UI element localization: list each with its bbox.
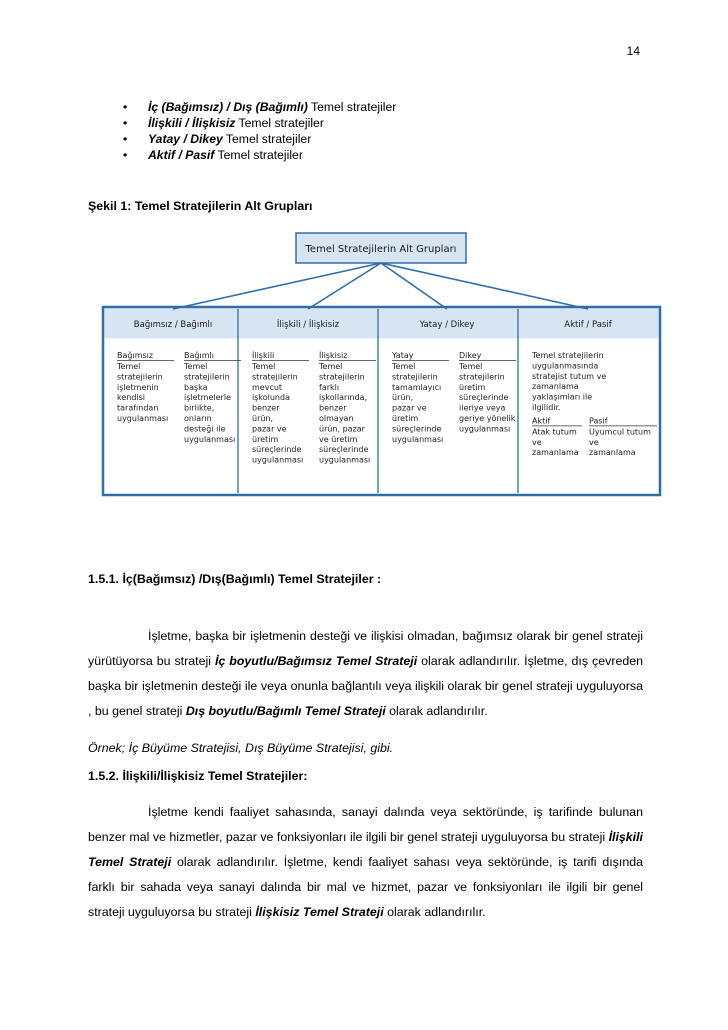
- column-text: stratejilerin: [252, 372, 298, 382]
- column-text: ve: [532, 437, 542, 447]
- column-text: Temel: [184, 362, 208, 371]
- connector-line: [173, 263, 381, 309]
- group-header: Aktif / Pasif: [564, 320, 612, 330]
- column-text: işletmenin: [117, 382, 159, 392]
- column-text: işkolunda: [252, 393, 290, 403]
- column-text: üretim: [252, 434, 279, 444]
- section-2-paragraph: [88, 800, 643, 925]
- bullet-emphasis: İç (Bağımsız) / Dış (Bağımlı): [148, 100, 308, 114]
- list-item: [123, 147, 396, 163]
- column-title: İlişkisiz: [319, 351, 348, 360]
- diagram-canvas: [100, 230, 663, 498]
- column-text: geriye yönelik: [459, 414, 516, 423]
- column-text: uygulanması: [252, 455, 304, 465]
- column-text: Uyumcul tutum: [589, 427, 651, 437]
- column-title: Dikey: [459, 351, 482, 360]
- column-text: uygulanması: [392, 434, 444, 444]
- column-text: zamanlama: [589, 448, 636, 458]
- strategy-bullet-list: [123, 99, 396, 163]
- column-text: üretim: [392, 414, 419, 423]
- column-text: ve: [589, 437, 599, 447]
- column-text: uygulanması: [459, 424, 511, 434]
- column-title: İlişkili: [252, 351, 275, 360]
- paragraph-text: olarak adlandırılır. İşletme, kendi faaliyet sahası veya sektöründe, iş tarifi dışında farklı bir sahada veya sanayi dalında bir mal ve hizmet, pazar ve fonksiyonları ile ilgili bir genel strateji uyguluyorsa bu strateji: [88, 855, 643, 919]
- column-text: birlikte,: [184, 403, 215, 413]
- term-emphasis: İç boyutlu/Bağımsız Temel Strateji: [214, 654, 418, 668]
- term-emphasis: Dış boyutlu/Bağımlı Temel Strateji: [185, 704, 386, 718]
- column-text: uygulanması: [319, 455, 371, 465]
- column-text: Temel: [252, 362, 276, 371]
- column-text: mevcut: [252, 382, 283, 392]
- column-text: Temel: [392, 362, 416, 371]
- group-intro-text: Temel stratejilerin: [532, 351, 604, 360]
- bullet-icon: •: [123, 100, 128, 114]
- column-text: Temel: [459, 362, 483, 371]
- section-heading-1-5-2: 1.5.2. İlişkili/İlişkisiz Temel Stratejiler:: [88, 769, 308, 783]
- column-text: stratejilerin: [392, 372, 438, 382]
- column-text: stratejilerin: [117, 372, 163, 382]
- column-title: Bağımlı: [184, 351, 214, 360]
- column-text: Temel: [319, 362, 343, 371]
- column-text: süreçlerinde: [392, 424, 442, 434]
- column-text: Atak tutum: [532, 427, 577, 437]
- bullet-icon: •: [123, 148, 128, 162]
- column-text: ve üretim: [319, 434, 358, 444]
- column-text: pazar ve: [392, 403, 427, 413]
- group-intro-text: zamanlama: [532, 382, 579, 392]
- paragraph-text: olarak adlandırılır. İşletme, dış çevreden başka bir işletmenin desteği ile veya onunla bağlantılı veya ilişkili olarak bir genel strateji uyguluyorsa , bu genel strateji: [88, 654, 644, 718]
- paragraph-text: olarak adlandırılır.: [383, 905, 486, 919]
- group-header: Yatay / Dikey: [419, 320, 475, 330]
- bullet-text: Temel stratejiler: [214, 148, 303, 162]
- column-text: kendisi: [117, 393, 146, 403]
- list-item: [123, 99, 396, 115]
- group-intro-text: ilgilidir.: [532, 403, 561, 412]
- column-text: işkollarında,: [319, 393, 368, 403]
- strategy-subgroups-diagram: [100, 230, 663, 498]
- column-text: başka: [184, 382, 208, 392]
- bullet-emphasis: İlişkili / İlişkisiz: [148, 116, 236, 130]
- column-text: süreçlerinde: [459, 393, 509, 403]
- group-intro-text: uygulanmasında: [532, 361, 599, 371]
- list-item: [123, 131, 396, 147]
- column-text: üretim: [459, 382, 486, 392]
- connector-line: [381, 263, 588, 309]
- figure-caption: Şekil 1: Temel Stratejilerin Alt Grupları: [88, 199, 313, 213]
- column-text: pazar ve: [252, 424, 287, 434]
- root-label: Temel Stratejilerin Alt Grupları: [305, 244, 457, 255]
- paragraph-text: İşletme, başka bir işletmenin desteği ve ilişkisi olmadan, bağımsız olarak bir genel strateji yürütüyorsa bu strateji: [88, 629, 643, 668]
- page-number: 14: [626, 44, 640, 58]
- bullet-icon: •: [123, 132, 128, 146]
- column-text: uygulanması: [184, 434, 236, 444]
- column-text: stratejilerin: [319, 372, 365, 382]
- column-text: uygulanması: [117, 414, 169, 423]
- column-text: olmayan: [319, 414, 354, 423]
- column-text: zamanlama: [532, 448, 579, 458]
- column-text: işletmelerle: [184, 393, 231, 403]
- paragraph-text: olarak adlandırılır.: [385, 704, 488, 718]
- group-header: Bağımsız / Bağımlı: [133, 320, 213, 330]
- column-text: ürün,: [392, 393, 414, 403]
- section-heading-1-5-1: 1.5.1. İç(Bağımsız) /Dış(Bağımlı) Temel Stratejiler :: [88, 572, 382, 586]
- column-title: Yatay: [392, 351, 414, 360]
- bullet-text: Temel stratejiler: [307, 100, 397, 114]
- column-text: farklı: [319, 382, 340, 392]
- column-title: Pasif: [589, 416, 608, 426]
- bullet-emphasis: Yatay / Dikey: [148, 132, 223, 146]
- list-item: [123, 115, 396, 131]
- connector-line: [308, 263, 381, 309]
- bullet-text: Temel stratejiler: [222, 132, 312, 146]
- group-header: İlişkili / İlişkisiz: [276, 320, 340, 330]
- column-text: benzer: [319, 403, 347, 413]
- column-text: ürün,: [252, 414, 274, 423]
- group-intro-text: yaklaşımları ile: [532, 392, 593, 402]
- column-text: desteği ile: [184, 424, 226, 434]
- column-text: tamamlayıcı: [392, 382, 442, 392]
- column-text: benzer: [252, 403, 280, 413]
- column-text: onların: [184, 414, 212, 423]
- example-line: Örnek; İç Büyüme Stratejisi, Dış Büyüme Stratejisi, gibi.: [88, 741, 394, 755]
- bullet-text: Temel stratejiler: [235, 116, 324, 130]
- column-title: Bağımsız: [117, 351, 154, 360]
- column-text: tarafından: [117, 403, 159, 413]
- column-title: Aktif: [532, 416, 551, 426]
- column-text: Temel: [117, 362, 141, 371]
- term-emphasis: İlişkisiz Temel Strateji: [255, 905, 384, 919]
- bullet-icon: •: [123, 116, 128, 130]
- column-text: süreçlerinde: [319, 445, 369, 455]
- column-text: ürün, pazar: [319, 424, 365, 434]
- term-emphasis: İlişkili Temel Strateji: [88, 830, 643, 869]
- column-text: stratejilerin: [184, 372, 230, 382]
- section-1-paragraph: [88, 624, 643, 724]
- column-text: ileriye veya: [459, 403, 506, 413]
- column-text: süreçlerinde: [252, 445, 302, 455]
- group-intro-text: stratejist tutum ve: [532, 371, 607, 381]
- bullet-emphasis: Aktif / Pasif: [148, 148, 215, 162]
- column-text: stratejilerin: [459, 372, 505, 382]
- paragraph-text: İşletme kendi faaliyet sahasında, sanayi dalında veya sektöründe, iş tarifinde bulunan benzer mal ve hizmetler, pazar ve fonksiyonları ile ilgili bir genel strateji uyguluyorsa bu strateji: [88, 805, 643, 844]
